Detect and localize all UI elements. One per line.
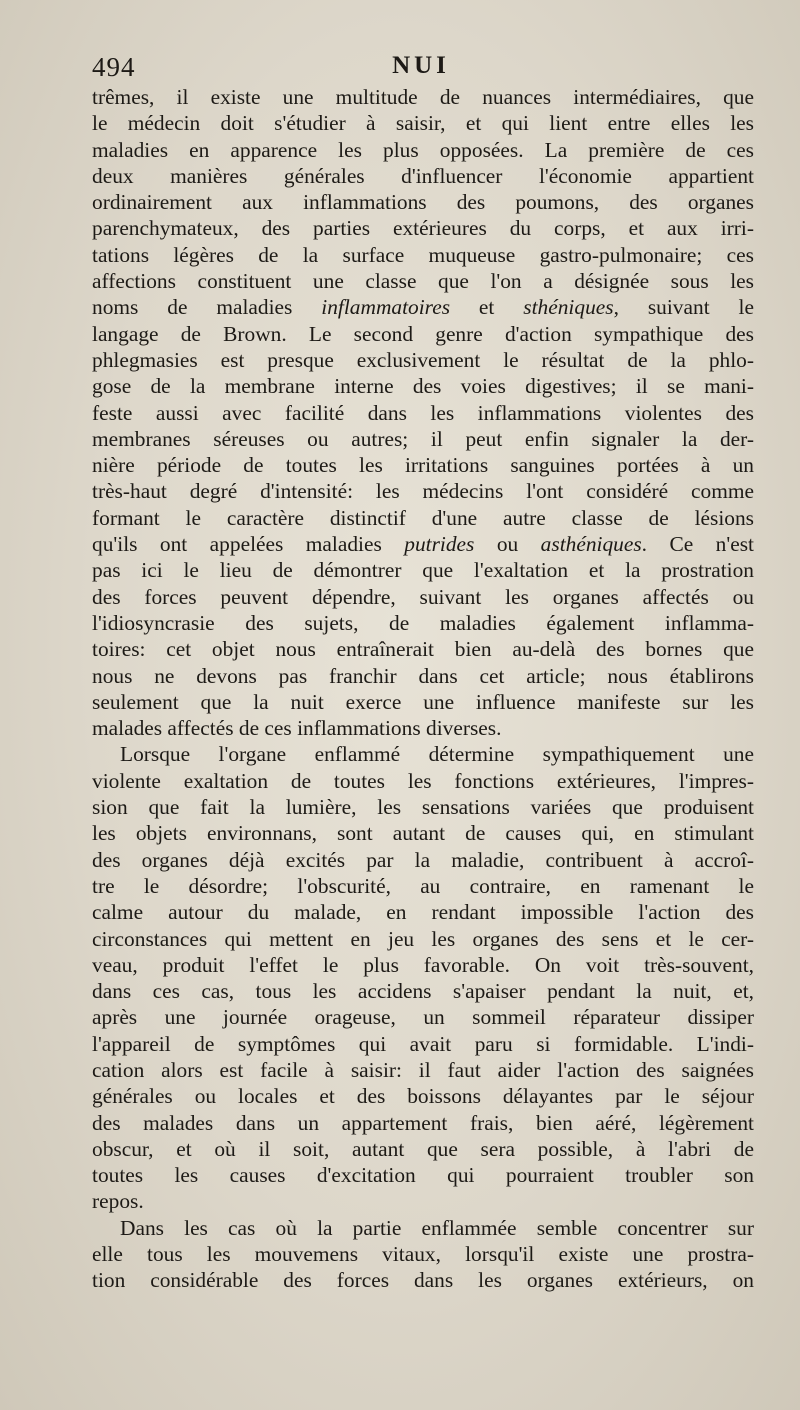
body-text <box>92 84 754 1294</box>
text-run: . Ce n'est <box>641 532 754 557</box>
text-run: et <box>450 295 524 320</box>
text-line: seulement que la nuit exerce une influence manifeste sur les <box>92 689 754 714</box>
text-line: après une journée orageuse, un sommeil réparateur dissiper <box>92 1005 754 1030</box>
text-line: parenchymateux, des parties extérieures du corps, et aux irri- <box>92 216 754 241</box>
text-line: l'appareil de symptômes qui avait paru si formidable. L'indi- <box>92 1031 754 1056</box>
italic-term: sthéniques <box>523 295 614 320</box>
text-line: veau, produit l'effet le plus favorable. On voit très-souvent, <box>92 952 754 977</box>
text-line: circonstances qui mettent en jeu les organes des sens et le cer- <box>92 926 754 951</box>
text-line <box>92 531 754 557</box>
text-line: gose de la membrane interne des voies digestives; il se mani- <box>92 374 754 399</box>
text-line: tre le désordre; l'obscurité, au contraire, en ramenant le <box>92 873 754 898</box>
text-line: trêmes, il existe une multitude de nuances intermédiaires, que <box>92 85 754 109</box>
text-line: le médecin doit s'étudier à saisir, et qui lient entre elles les <box>92 111 754 136</box>
text-line: malades affectés de ces inflammations diverses. <box>92 716 502 741</box>
text-line: très-haut degré d'intensité: les médecins l'ont considéré comme <box>92 479 754 504</box>
text-run: qu'ils ont appelées maladies <box>92 532 405 557</box>
text-run: , suivant le <box>613 295 754 320</box>
text-line: obscur, et où il soit, autant que sera possible, à l'abri de <box>92 1136 754 1161</box>
text-line: nous ne devons pas franchir dans cet article; nous établirons <box>92 663 754 688</box>
italic-term: putrides <box>404 532 475 557</box>
text-line: langage de Brown. Le second genre d'action sympathique des <box>92 321 754 346</box>
text-line: les objets environnans, sont autant de causes qui, en stimulant <box>92 821 754 846</box>
text-line: nière période de toutes les irritations sanguines portées à un <box>92 453 754 478</box>
text-line: toires: cet objet nous entraînerait bien au-delà des bornes que <box>92 637 754 662</box>
text-line: sion que fait la lumière, les sensations variées que produisent <box>92 795 754 820</box>
text-line: cation alors est facile à saisir: il faut aider l'action des saignées <box>92 1057 754 1082</box>
text-line: Lorsque l'organe enflammé détermine sympathiquement une <box>120 742 754 767</box>
text-line: phlegmasies est presque exclusivement le résultat de la phlo- <box>92 347 754 372</box>
text-line: l'idiosyncrasie des sujets, de maladies également inflamma- <box>92 610 754 635</box>
text-line: elle tous les mouvemens vitaux, lorsqu'il existe une prostra- <box>92 1242 754 1267</box>
text-line: maladies en apparence les plus opposées. La première de ces <box>92 137 754 162</box>
text-line: Dans les cas où la partie enflammée semble concentrer sur <box>120 1215 754 1240</box>
text-run: noms de maladies <box>92 295 322 320</box>
page-header <box>90 48 752 82</box>
text-line: membranes séreuses ou autres; il peut enfin signaler la der- <box>92 426 754 451</box>
text-line: pas ici le lieu de démontrer que l'exaltation et la prostration <box>92 558 754 583</box>
text-line: des malades dans un appartement frais, bien aéré, légèrement <box>92 1110 754 1135</box>
running-head: NUI <box>392 52 450 79</box>
text-line: des organes déjà excités par la maladie, contribuent à accroî- <box>92 847 754 872</box>
text-line: affections constituent une classe que l'on a désignée sous les <box>92 269 754 294</box>
page-number: 494 <box>92 52 136 82</box>
text-line: formant le caractère distinctif d'une autre classe de lésions <box>92 505 754 530</box>
text-line: repos. <box>92 1189 144 1214</box>
text-line: violente exaltation de toutes les fonctions extérieures, l'impres- <box>92 768 754 793</box>
text-line: générales ou locales et des boissons délayantes par le séjour <box>92 1084 754 1109</box>
text-line: dans ces cas, tous les accidens s'apaiser pendant la nuit, et, <box>92 979 754 1004</box>
text-line <box>92 294 754 320</box>
text-run: ou <box>474 532 541 557</box>
text-line: des forces peuvent dépendre, suivant les organes affectés ou <box>92 584 754 609</box>
italic-term: asthéniques <box>540 532 642 557</box>
text-line: toutes les causes d'excitation qui pourraient troubler son <box>92 1163 754 1188</box>
text-line: calme autour du malade, en rendant impossible l'action des <box>92 900 754 925</box>
text-line: deux manières générales d'influencer l'économie appartient <box>92 163 754 188</box>
text-line: ordinairement aux inflammations des poumons, des organes <box>92 190 754 215</box>
text-line: tion considérable des forces dans les organes extérieurs, on <box>92 1268 754 1293</box>
text-line: feste aussi avec facilité dans les inflammations violentes des <box>92 400 754 425</box>
italic-term: inflammatoires <box>321 295 451 320</box>
text-line: tations légères de la surface muqueuse gastro-pulmonaire; ces <box>92 242 754 267</box>
